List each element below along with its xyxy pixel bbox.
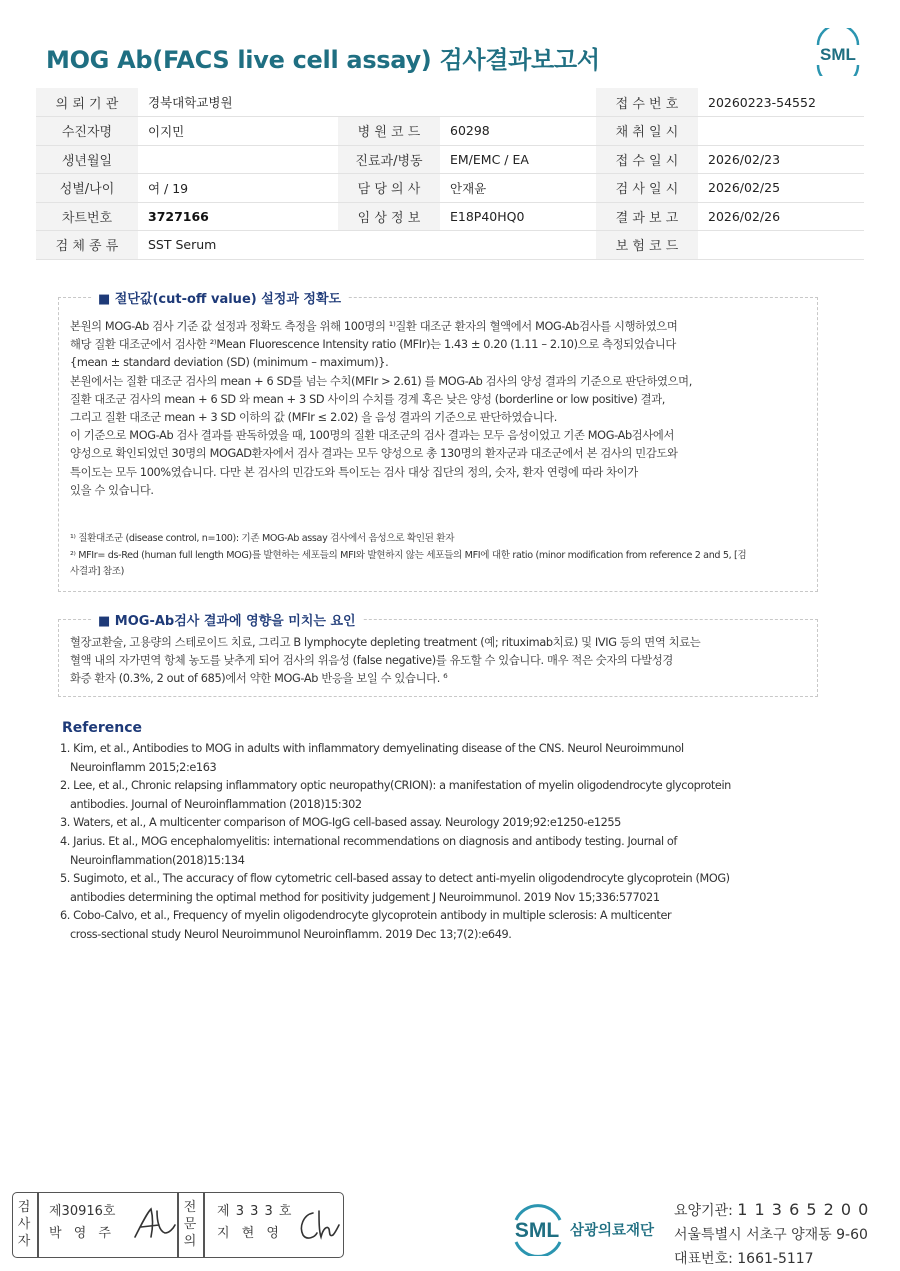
signature-box bbox=[12, 1192, 344, 1258]
reference-line: 6. Cobo-Calvo, et al., Frequency of myelin oligodendrocyte glycoprotein antibody in multiple sclerosis: A multicenter bbox=[60, 909, 672, 923]
patient-info-table bbox=[36, 88, 864, 260]
footnote-line: 사결과] 참조) bbox=[70, 566, 125, 577]
body-line: 혈장교환술, 고용량의 스테로이드 치료, 그리고 B lymphocyte depleting treatment (예; rituximab치료) 및 IVIG 등의 면역 치료는 bbox=[70, 636, 701, 649]
value-test-date: 2026/02/25 bbox=[698, 174, 864, 203]
value-department: EM/EMC / EA bbox=[440, 145, 596, 174]
value-sex-age: 여 / 19 bbox=[138, 174, 338, 203]
inspector-name: 박 영 주 bbox=[49, 1226, 115, 1241]
label-result-report: 결 과 보 고 bbox=[596, 202, 698, 231]
reference-line: 4. Jarius. Et al., MOG encephalomyelitis: international recommendations on diagnosis and antibody testing. Journal of bbox=[60, 834, 678, 848]
value-patient-name: 이지민 bbox=[138, 117, 338, 146]
label-collection-time: 채 취 일 시 bbox=[596, 117, 698, 146]
body-line: 특이도는 모두 100%였습니다. 다만 본 검사의 민감도와 특이도는 검사 대상 집단의 정의, 숫자, 환자 연령에 따라 차이가 bbox=[70, 465, 638, 479]
body-line: 이 기준으로 MOG-Ab 검사 결과를 판독하였을 때, 100명의 질환 대조군의 검사 결과는 모두 음성이었고 기존 MOG-Ab검사에서 bbox=[70, 429, 675, 443]
reference-line: Neuroinflammation(2018)15:134 bbox=[70, 853, 245, 867]
value-chart-no: 3727166 bbox=[138, 202, 338, 231]
value-receipt-no: 20260223-54552 bbox=[698, 88, 864, 117]
body-line: 본원에서는 질환 대조군 검사의 mean + 6 SD를 넘는 수치(MFIr > 2.61) 를 MOG-Ab 검사의 양성 결과의 기준으로 판단하였으며, bbox=[70, 374, 692, 388]
specialist-license-no: 제 3 3 3 호 bbox=[217, 1204, 293, 1219]
inspector-license-no: 제30916호 bbox=[49, 1204, 116, 1219]
cutoff-section-title: ■ 절단값(cut-off value) 설정과 정확도 bbox=[92, 288, 347, 307]
divider bbox=[37, 1193, 39, 1257]
label-insurance-code: 보 험 코 드 bbox=[596, 231, 698, 260]
empty-cell bbox=[440, 88, 596, 117]
reference-line: antibodies. Journal of Neuroinflammation (2018)15:302 bbox=[70, 797, 362, 811]
body-line: 본원의 MOG-Ab 검사 기준 값 설정과 정확도 측정을 위해 100명의 ¹⁾질환 대조군 환자의 혈액에서 MOG-Ab검사를 시행하였으며 bbox=[70, 320, 678, 333]
body-line: 양성으로 확인되었던 30명의 MOGAD환자에서 검사 결과는 모두 양성으로 총 130명의 환자군과 대조군에서 본 검사의 민감도와 bbox=[70, 447, 678, 461]
info-row bbox=[36, 202, 864, 231]
label-hospital-code: 병 원 코 드 bbox=[338, 117, 440, 146]
body-line: 혈액 내의 자가면역 항체 농도를 낮추게 되어 검사의 위음성 (false negative)를 유도할 수 있습니다. 매우 적은 숫자의 다발성경 bbox=[70, 654, 673, 668]
info-row bbox=[36, 117, 864, 146]
label-birth-date: 생년월일 bbox=[36, 145, 138, 174]
value-birth-date bbox=[138, 145, 338, 174]
body-line: 질환 대조군 검사의 mean + 6 SD 와 mean + 3 SD 사이의 수치를 경계 혹은 낮은 양성 (borderline or low positive) 결과, bbox=[70, 392, 666, 406]
body-line: 화증 환자 (0.3%, 2 out of 685)에서 약한 MOG-Ab 반응을 보일 수 있습니다. ⁶ bbox=[70, 672, 448, 686]
reference-list bbox=[60, 740, 731, 945]
institution-label: 요양기관: bbox=[674, 1203, 738, 1219]
footer-address: 서울특별시 서초구 양재동 9-60 bbox=[674, 1227, 868, 1243]
reference-line: cross-sectional study Neurol Neuroimmunol Neuroinflamm. 2019 Dec 13;7(2):e649. bbox=[70, 927, 512, 941]
reference-line: 5. Sugimoto, et al., The accuracy of flow cytometric cell-based assay to detect anti-myelin oligodendrocyte glycoprotein (MOG) bbox=[60, 872, 730, 886]
value-collection-time bbox=[698, 117, 864, 146]
body-line: 그리고 질환 대조군 mean + 3 SD 이하의 값 (MFIr ≤ 2.02) 을 음성 결과의 기준으로 판단하였습니다. bbox=[70, 411, 557, 425]
inspector-info bbox=[49, 1201, 115, 1245]
cutoff-section-body bbox=[70, 318, 692, 500]
factors-section-body bbox=[70, 634, 700, 689]
label-department: 진료과/병동 bbox=[338, 145, 440, 174]
value-result-report: 2026/02/26 bbox=[698, 202, 864, 231]
label-clinical-info: 임 상 정 보 bbox=[338, 202, 440, 231]
foundation-name: 삼광의료재단 bbox=[570, 1223, 655, 1239]
info-row bbox=[36, 231, 864, 260]
specialist-info bbox=[217, 1201, 292, 1245]
footnote-line: ²⁾ MFIr= ds-Red (human full length MOG)를 발현하는 세포들의 MFI와 발현하지 않는 세포들의 MFI에 대한 ratio (minor modification from reference 2 and 5, [검 bbox=[70, 549, 747, 561]
specialist-signature-icon bbox=[295, 1205, 341, 1245]
footnote-line: ¹⁾ 질환대조군 (disease control, n=100): 기존 MOG-Ab assay 검사에서 음성으로 확인된 환자 bbox=[70, 533, 455, 544]
value-receipt-date: 2026/02/23 bbox=[698, 145, 864, 174]
reference-line: 2. Lee, et al., Chronic relapsing inflammatory optic neuropathy(CRION): a manifestation of myelin oligodendrocyte glycoprotein bbox=[60, 779, 731, 793]
specialist-name: 지 현 영 bbox=[217, 1226, 283, 1241]
value-physician: 안재윤 bbox=[440, 174, 596, 203]
institution-number: 1 1 3 6 5 2 0 0 bbox=[737, 1200, 870, 1219]
sml-footer-logo-icon bbox=[508, 1198, 568, 1256]
label-chart-no: 차트번호 bbox=[36, 202, 138, 231]
info-row bbox=[36, 88, 864, 117]
reference-line: antibodies determining the optimal method for positivity judgement J Neuroimmunol. 2019 Nov 15;336:577021 bbox=[70, 890, 660, 904]
label-receipt-no: 접 수 번 호 bbox=[596, 88, 698, 117]
value-hospital-code: 60298 bbox=[440, 117, 596, 146]
body-line: 있을 수 있습니다. bbox=[70, 483, 154, 497]
body-line: 해당 질환 대조군에서 검사한 ²⁾Mean Fluorescence Intensity ratio (MFIr)는 1.43 ± 0.20 (1.11 – 2.10)으로 측정되었습니다 bbox=[70, 338, 676, 352]
reference-line: 3. Waters, et al., A multicenter comparison of MOG-IgG cell-based assay. Neurology 2019;92:e1250-e1255 bbox=[60, 816, 621, 830]
footer-info bbox=[674, 1198, 869, 1271]
label-test-date: 검 사 일 시 bbox=[596, 174, 698, 203]
empty-cell bbox=[440, 231, 596, 260]
factors-section-title: ■ MOG-Ab검사 결과에 영향을 미치는 요인 bbox=[92, 610, 362, 629]
reference-title: Reference bbox=[62, 720, 143, 736]
inspector-label: 검 사 자 bbox=[17, 1200, 31, 1249]
phone-number: 1661-5117 bbox=[737, 1251, 814, 1267]
label-sex-age: 성별/나이 bbox=[36, 174, 138, 203]
info-row bbox=[36, 145, 864, 174]
footer-institution-line bbox=[674, 1198, 869, 1223]
info-row bbox=[36, 174, 864, 203]
body-line: {mean ± standard deviation (SD) (minimum – maximum)}. bbox=[70, 356, 389, 370]
label-requesting-org: 의 뢰 기 관 bbox=[36, 88, 138, 117]
sml-logo-icon bbox=[812, 28, 864, 76]
footer-logo-text: SML bbox=[514, 1219, 560, 1242]
logo-text: SML bbox=[820, 45, 856, 64]
reference-line: 1. Kim, et al., Antibodies to MOG in adults with inflammatory demyelinating disease of the CNS. Neurol Neuroimmunol bbox=[60, 742, 684, 755]
report-title: MOG Ab(FACS live cell assay) 검사결과보고서 bbox=[46, 46, 600, 74]
phone-label: 대표번호: bbox=[674, 1251, 738, 1267]
empty-cell bbox=[338, 231, 440, 260]
divider bbox=[203, 1193, 205, 1257]
label-receipt-date: 접 수 일 시 bbox=[596, 145, 698, 174]
reference-line: Neuroinflamm 2015;2:e163 bbox=[70, 760, 217, 774]
label-specimen-type: 검 체 종 류 bbox=[36, 231, 138, 260]
cutoff-footnotes bbox=[70, 531, 746, 581]
label-physician: 담 당 의 사 bbox=[338, 174, 440, 203]
value-clinical-info: E18P40HQ0 bbox=[440, 202, 596, 231]
label-patient-name: 수진자명 bbox=[36, 117, 138, 146]
specialist-label: 전 문 의 bbox=[183, 1200, 197, 1249]
inspector-signature-icon bbox=[131, 1203, 179, 1245]
value-insurance-code bbox=[698, 231, 864, 260]
empty-cell bbox=[338, 88, 440, 117]
footer-phone-line bbox=[674, 1247, 869, 1271]
value-requesting-org: 경북대학교병원 bbox=[138, 88, 338, 117]
value-specimen-type: SST Serum bbox=[138, 231, 338, 260]
